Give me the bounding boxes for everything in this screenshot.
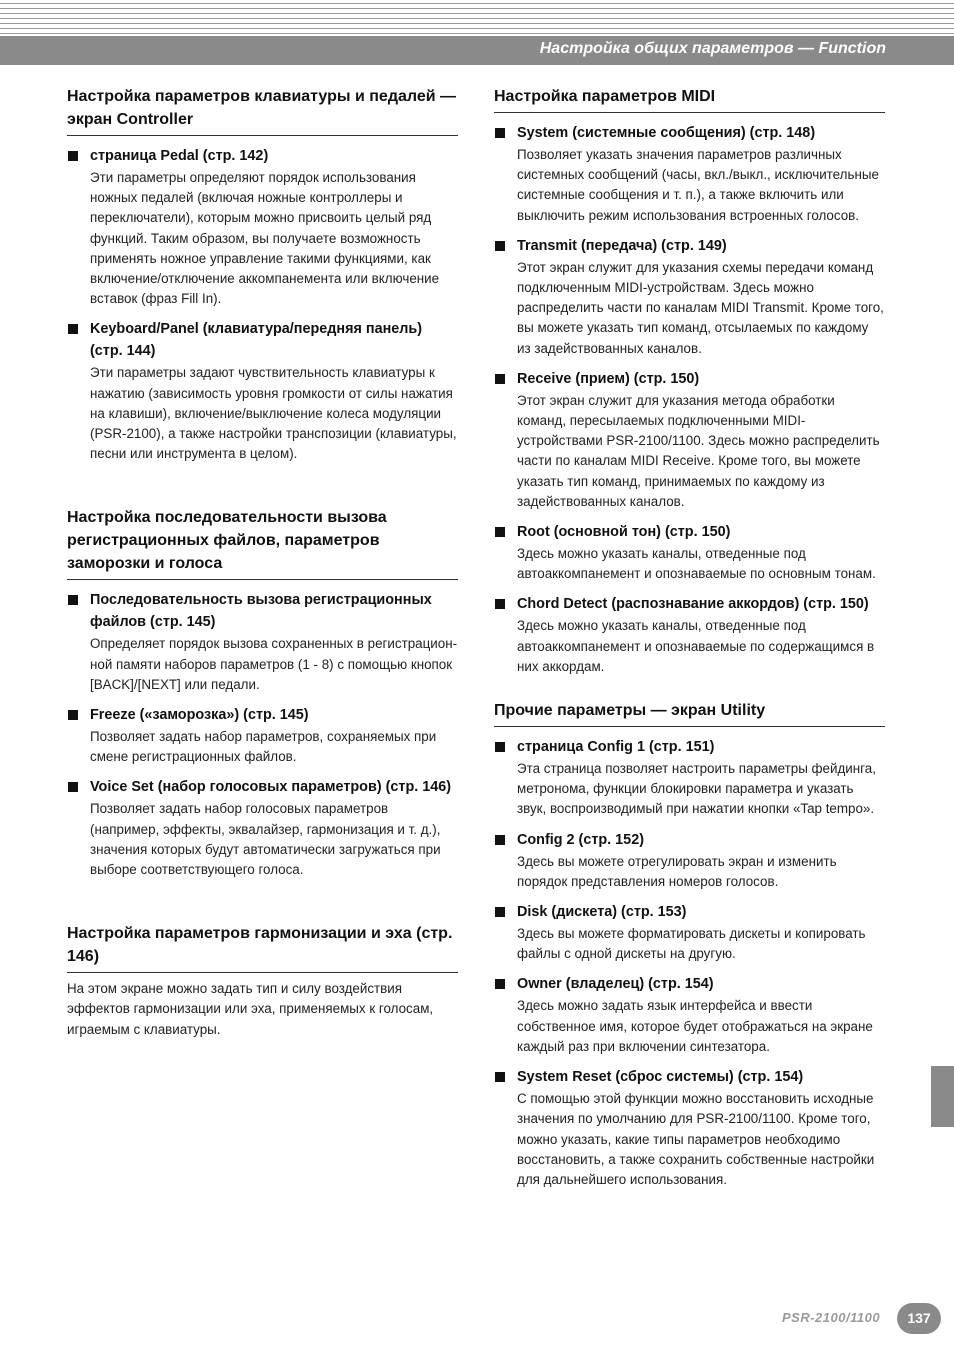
item-heading: Disk (дискета) (стр. 153) — [494, 901, 885, 923]
section-harmony — [67, 922, 458, 1040]
page-number: 137 — [897, 1303, 941, 1334]
section-title: Настройка последовательности вызова регистрационных файлов, параметров заморозки и голоса — [67, 506, 458, 580]
section-title: Настройка параметров гармонизации и эха (стр. 146) — [67, 922, 458, 973]
chapter-tab — [931, 1066, 954, 1127]
right-column — [494, 85, 885, 1190]
bullet-square-icon — [495, 979, 505, 989]
model-name: PSR-2100/1100 — [782, 1310, 881, 1325]
bullet-square-icon — [68, 710, 78, 720]
bullet-square-icon — [495, 527, 505, 537]
list-item — [494, 736, 885, 820]
item-description: Этот экран служит для указания метода обработки команд, пересылаемых подключенными MIDI-устройствами PSR-2100/1100. Здесь можно распределить части по каналам MIDI Receive. Кроме того, вы можете указать тип команд, принимаемых по каждому из задействованных каналов. — [517, 392, 880, 509]
list-item — [67, 589, 458, 695]
item-description: Здесь можно указать каналы, отведенные под автоаккомпанемент и опознаваемые по основным тонам. — [517, 546, 876, 582]
item-heading: System Reset (сброс системы) (стр. 154) — [494, 1066, 885, 1088]
item-heading: Owner (владелец) (стр. 154) — [494, 973, 885, 995]
list-item — [494, 973, 885, 1057]
item-heading: страница Pedal (стр. 142) — [67, 145, 458, 167]
bullet-square-icon — [495, 1072, 505, 1082]
list-item — [67, 776, 458, 880]
list-item — [67, 145, 458, 309]
list-item — [494, 593, 885, 677]
item-description: Определяет порядок вызова сохраненных в регистрацион-ной памяти наборов параметров (1 - 8) с помощью кнопок [BACK]/[NEXT] или педали. — [90, 636, 458, 692]
header-rule-lines — [0, 0, 954, 36]
item-heading: System (системные сообщения) (стр. 148) — [494, 122, 885, 144]
item-description: Здесь вы можете отрегулировать экран и изменить порядок представления номеров голосов. — [517, 853, 837, 889]
item-description: Эти параметры задают чувствительность клавиатуры к нажатию (зависимость уровня громкости от силы нажатия на клавиши), включение/выключение колеса модуляции (PSR-2100), а также настройки транспозиции (клавиатуры, песни или инструмента в целом). — [90, 365, 457, 462]
item-description: Позволяет задать набор параметров, сохраняемых при смене регистрационных файлов. — [90, 729, 437, 765]
section-midi — [494, 85, 885, 677]
item-description: Здесь можно указать каналы, отведенные под автоаккомпанемент и опознаваемые по содержащимся в них аккордам. — [517, 618, 875, 674]
list-item — [494, 235, 885, 359]
item-heading: страница Config 1 (стр. 151) — [494, 736, 885, 758]
bullet-square-icon — [495, 599, 505, 609]
section-title: Настройка параметров MIDI — [494, 85, 885, 113]
list-item — [494, 122, 885, 226]
section-description: На этом экране можно задать тип и силу воздействия эффектов гармонизации или эха, применяемых к голосам, играемым с клавиатуры. — [67, 981, 434, 1037]
item-description: Здесь вы можете форматировать дискеты и копировать файлы с одной дискеты на другую. — [517, 926, 866, 962]
page-header-title: Настройка общих параметров — Function — [539, 40, 886, 57]
bullet-square-icon — [495, 907, 505, 917]
item-description: Позволяет задать набор голосовых параметров (например, эффекты, эквалайзер, гармонизация и т. д.), значения которых будут автоматически загружаться при выборе соответствующего голоса. — [90, 801, 441, 878]
item-heading: Chord Detect (распознавание аккордов) (стр. 150) — [494, 593, 885, 615]
section-title: Прочие параметры — экран Utility — [494, 699, 885, 727]
item-description: Эти параметры определяют порядок использования ножных педалей (включая ножные контроллеры и переключатели), которым можно присвоить целый ряд функций. Таким образом, вы получаете возможность применять ножное управление такими функциями, как включение/отключение аккомпанемента или включение вставок (фраз Fill In). — [90, 170, 440, 307]
list-item — [494, 521, 885, 584]
item-heading: Последовательность вызова регистрационных файлов (стр. 145) — [67, 589, 458, 633]
item-heading: Freeze («заморозка») (стр. 145) — [67, 704, 458, 726]
section-utility — [494, 699, 885, 1190]
list-item — [67, 318, 458, 464]
item-description: С помощью этой функции можно восстановить исходные значения по умолчанию для PSR-2100/1100. Кроме того, можно указать, какие типы параметров необходимо восстановить, а также сохранить собственные настройки для дальнейшего использования. — [517, 1091, 875, 1187]
item-heading: Config 2 (стр. 152) — [494, 829, 885, 851]
section-controller — [67, 85, 458, 464]
section-registration — [67, 506, 458, 880]
item-heading: Keyboard/Panel (клавиатура/передняя панель) (стр. 144) — [67, 318, 458, 362]
section-title: Настройка параметров клавиатуры и педалей — экран Controller — [67, 85, 458, 136]
list-item — [494, 1066, 885, 1190]
bullet-square-icon — [495, 742, 505, 752]
bullet-square-icon — [68, 151, 78, 161]
bullet-square-icon — [495, 241, 505, 251]
item-heading: Root (основной тон) (стр. 150) — [494, 521, 885, 543]
left-column — [67, 85, 458, 1040]
bullet-square-icon — [495, 835, 505, 845]
item-heading: Receive (прием) (стр. 150) — [494, 368, 885, 390]
item-description: Позволяет указать значения параметров различных системных сообщений (часы, вкл./выкл., исключительные системные сообщения и т. п.), а также включить или выключить режим использования встроенных голосов. — [517, 147, 879, 223]
list-item — [494, 901, 885, 964]
bullet-square-icon — [68, 324, 78, 334]
item-description: Здесь можно задать язык интерфейса и ввести собственное имя, которое будет отображаться на экране каждый раз при включении синтезатора. — [517, 998, 873, 1054]
item-heading: Voice Set (набор голосовых параметров) (стр. 146) — [67, 776, 458, 798]
bullet-square-icon — [495, 374, 505, 384]
item-description: Этот экран служит для указания схемы передачи команд подключенным MIDI-устройствам. Здесь можно распределить части по каналам MIDI Transmit. Кроме того, вы можете указать тип команд, отсылаемых по каждому из задействованных каналов. — [517, 259, 884, 356]
item-description: Эта страница позволяет настроить параметры фейдинга, метронома, функции блокировки параметра и указать звук, воспроизводимый при нажатии кнопки «Tap tempo». — [517, 761, 876, 817]
item-heading: Transmit (передача) (стр. 149) — [494, 235, 885, 257]
bullet-square-icon — [495, 128, 505, 138]
list-item — [494, 368, 885, 512]
bullet-square-icon — [68, 595, 78, 605]
list-item — [67, 704, 458, 767]
list-item — [494, 829, 885, 892]
bullet-square-icon — [68, 782, 78, 792]
